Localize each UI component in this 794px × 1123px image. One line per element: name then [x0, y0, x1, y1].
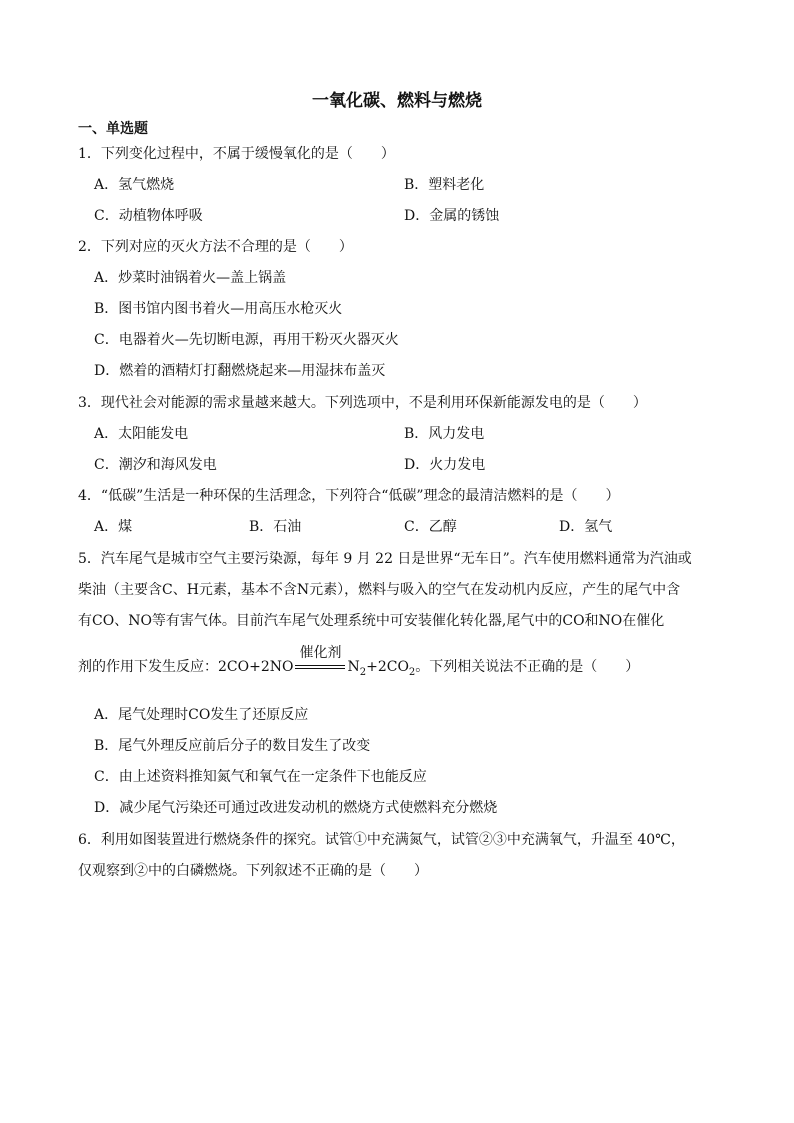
- question-5-option-d: D．减少尾气污染还可通过改进发动机的燃烧方式使燃料充分燃烧: [94, 800, 498, 816]
- product-n2: N: [347, 659, 360, 675]
- equation-prefix: 剂的作用下发生反应：2CO+2NO: [78, 659, 294, 675]
- question-4-option-a: A．煤: [94, 519, 133, 535]
- product-co2-subscript: 2: [408, 666, 416, 678]
- question-3-option-b: B．风力发电: [404, 426, 485, 442]
- question-5-option-c: C．由上述资料推知氮气和氧气在一定条件下也能反应: [94, 769, 427, 785]
- question-4-option-d: D．氢气: [559, 519, 613, 535]
- section-heading: 一、单选题: [78, 121, 148, 137]
- question-3-option-a: A．太阳能发电: [94, 426, 189, 442]
- product-co2: +2CO: [366, 659, 409, 675]
- question-5-line-3: 有CO、NO等有害气体。目前汽车尾气处理系统中可安装催化转化器,尾气中的CO和NO在催化: [78, 613, 665, 629]
- question-6-line-1: 6．利用如图装置进行燃烧条件的探究。试管①中充满氮气，试管②③中充满氧气，升温至 40℃，: [78, 832, 685, 848]
- question-5-option-a: A．尾气处理时CO发生了还原反应: [94, 707, 309, 723]
- question-1-stem: 1．下列变化过程中，不属于缓慢氧化的是（ ）: [78, 146, 395, 162]
- question-5-equation-line: [78, 645, 640, 683]
- question-6-line-2: 仅观察到②中的白磷燃烧。下列叙述不正确的是（ ）: [78, 863, 428, 879]
- product-n2-subscript: 2: [359, 666, 367, 678]
- question-1-option-c: C．动植物体呼吸: [94, 208, 203, 224]
- equation-suffix: 。下列相关说法不正确的是（ ）: [415, 659, 640, 675]
- reaction-arrow: [295, 645, 345, 677]
- question-1-option-b: B．塑料老化: [404, 177, 485, 193]
- page-title: 一氧化碳、燃料与燃烧: [312, 91, 482, 111]
- catalyst-label: 催化剂: [299, 645, 342, 661]
- question-4-stem: 4．“低碳”生活是一种环保的生活理念，下列符合“低碳”理念的最清洁燃料的是（ ）: [78, 488, 620, 504]
- question-4-option-b: B．石油: [249, 519, 302, 535]
- question-2-option-b: B．图书馆内图书着火—用高压水枪灭火: [94, 301, 343, 317]
- question-5-line-1: 5．汽车尾气是城市空气主要污染源，每年 9 月 22 日是世界“无车日”。汽车使用燃料通常为汽油或: [78, 551, 692, 567]
- question-3-option-d: D．火力发电: [404, 457, 486, 473]
- question-3-option-c: C．潮汐和海风发电: [94, 457, 217, 473]
- question-2-option-a: A．炒菜时油锅着火—盖上锅盖: [94, 270, 287, 286]
- question-4-option-c: C．乙醇: [404, 519, 457, 535]
- question-1-option-d: D．金属的锈蚀: [404, 208, 500, 224]
- question-5-option-b: B．尾气外理反应前后分子的数目发生了改变: [94, 738, 371, 754]
- question-2-option-d: D．燃着的酒精灯打翻燃烧起来—用湿抹布盖灭: [94, 363, 386, 379]
- question-3-stem: 3．现代社会对能源的需求量越来越大。下列选项中，不是利用环保新能源发电的是（ ）: [78, 395, 647, 411]
- question-2-stem: 2．下列对应的灭火方法不合理的是（ ）: [78, 239, 353, 255]
- question-1-option-a: A．氢气燃烧: [94, 177, 175, 193]
- question-2-option-c: C．电器着火—先切断电源，再用干粉灭火器灭火: [94, 332, 399, 348]
- question-5-line-2: 柴油（主要含C、H元素，基本不含N元素），燃料与吸入的空气在发动机内反应，产生的尾气中含: [78, 582, 681, 598]
